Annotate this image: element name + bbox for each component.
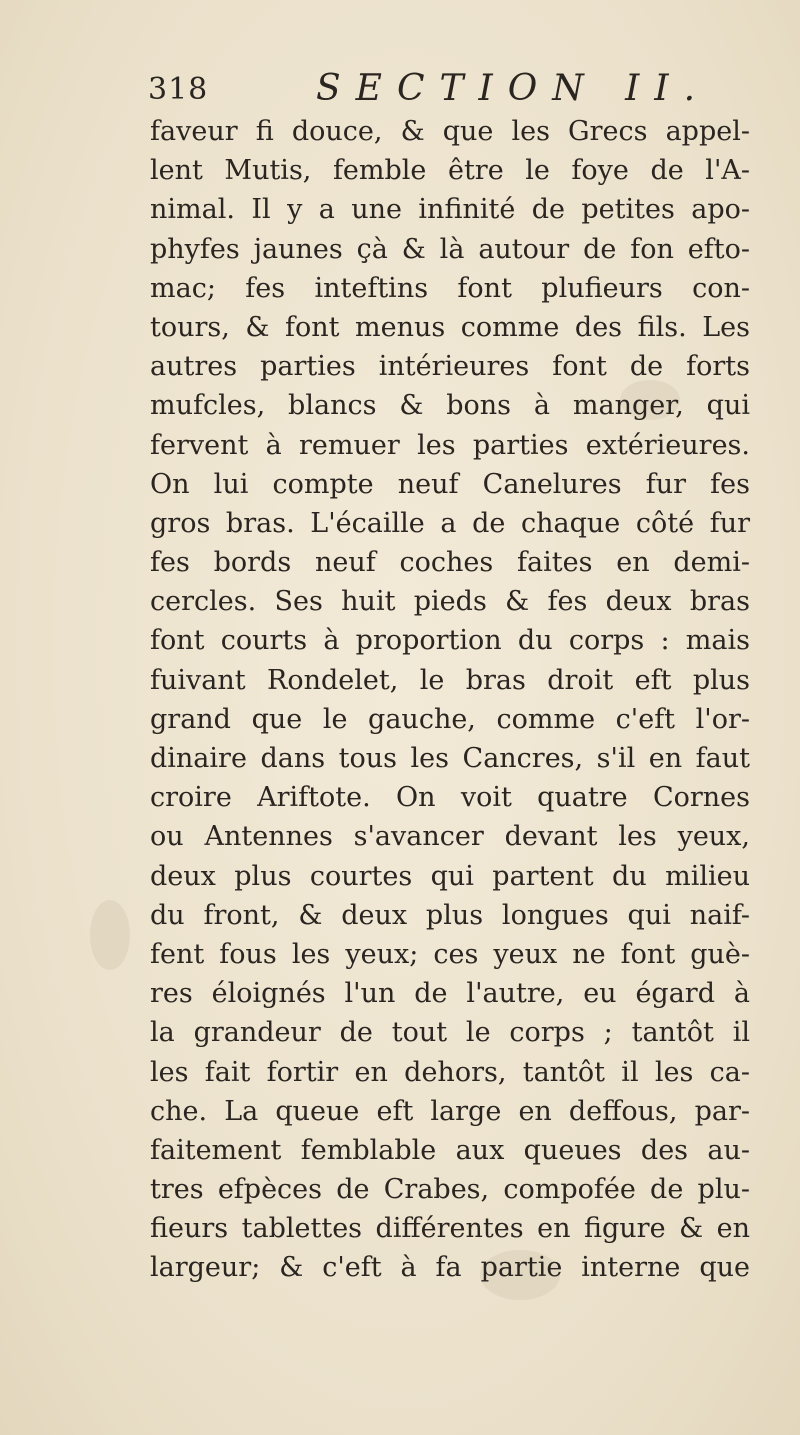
text-line: fent fous les yeux; ces yeux ne font guè- [150, 938, 750, 970]
text-line: lent Mutis, femble être le foye de l'A- [150, 155, 750, 187]
text-line: phyfes jaunes çà & là autour de fon efto- [150, 233, 750, 265]
running-head: SECTION II. [316, 68, 711, 109]
page-number: 318 [148, 72, 209, 107]
text-line: gros bras. L'écaille a de chaque côté fur [150, 507, 750, 539]
text-line: du front, & deux plus longues qui naif- [150, 899, 750, 931]
text-line: deux plus courtes qui partent du milieu [150, 860, 750, 892]
text-line: fervent à remuer les parties extérieures. [150, 429, 750, 461]
text-line: la grandeur de tout le corps ; tantôt il [150, 1017, 750, 1049]
text-line: faitement femblable aux queues des au- [150, 1134, 750, 1166]
text-line: On lui compte neuf Canelures fur fes [150, 468, 750, 500]
text-line: res éloignés l'un de l'autre, eu égard à [150, 978, 750, 1010]
text-line: grand que le gauche, comme c'eft l'or- [150, 703, 750, 735]
body-text [150, 112, 750, 1288]
text-line: ou Antennes s'avancer devant les yeux, [150, 821, 750, 853]
text-line: cercles. Ses huit pieds & fes deux bras [150, 586, 750, 618]
text-line: faveur fi douce, & que les Grecs appel- [150, 116, 750, 147]
page-header [148, 68, 711, 114]
text-line: mac; fes inteftins font plufieurs con- [150, 272, 750, 304]
text-line: dinaire dans tous les Cancres, s'il en faut [150, 743, 750, 774]
text-line: les fait fortir en dehors, tantôt il les ca- [150, 1056, 750, 1088]
text-line: croire Ariftote. On voit quatre Cornes [150, 782, 750, 814]
text-line: nimal. Il y a une infinité de petites apo- [150, 194, 750, 226]
text-line: tours, & font menus comme des fils. Les [150, 311, 750, 343]
text-line: fes bords neuf coches faites en demi- [150, 547, 750, 579]
text-line: che. La queue eft large en deffous, par- [150, 1095, 750, 1127]
text-line: tres efpèces de Crabes, compofée de plu- [150, 1174, 750, 1206]
text-line: autres parties intérieures font de forts [150, 351, 750, 383]
text-line: font courts à proportion du corps : mais [150, 625, 750, 657]
text-line: mufcles, blancs & bons à manger, qui [150, 390, 750, 422]
paper-stain [90, 900, 130, 970]
text-line: fuivant Rondelet, le bras droit eft plus [150, 664, 750, 696]
text-line: fieurs tablettes différentes en figure & en [150, 1213, 750, 1245]
text-line: largeur; & c'eft à fa partie interne que [150, 1252, 750, 1284]
